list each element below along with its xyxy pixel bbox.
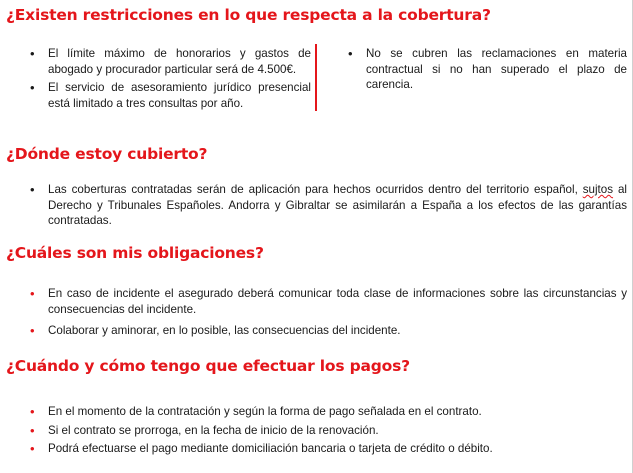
column-divider <box>315 44 317 111</box>
spelling-error-word: sujtos <box>582 183 614 196</box>
red-bullet-icon: • <box>30 286 35 301</box>
red-bullet-icon: • <box>30 323 35 338</box>
red-bullet-icon: • <box>30 404 35 419</box>
list-item <box>30 286 627 317</box>
heading-obligaciones: ¿Cuáles son mis obligaciones? <box>6 244 264 262</box>
red-bullet-icon: • <box>30 441 35 456</box>
list-item-text: Colaborar y aminorar, en lo posible, las consecuencias del incidente. <box>48 324 401 337</box>
list-item-text: Las coberturas contratadas serán de aplicación para hechos ocurridos dentro del territorio español, sujtos al Derecho y Tribunales Españoles. Andorra y Gibraltar se asimilarán a España a los efectos de las garantías contratadas. <box>48 183 627 227</box>
list-item <box>30 182 627 229</box>
heading-pagos: ¿Cuándo y cómo tengo que efectuar los pagos? <box>6 357 410 375</box>
heading-donde: ¿Dónde estoy cubierto? <box>6 145 208 163</box>
list-item-text: No se cubren las reclamaciones en materia contractual si no han superado el plazo de carencia. <box>366 47 627 91</box>
list-item-text: El servicio de asesoramiento jurídico presencial está limitado a tres consultas por año. <box>48 81 311 110</box>
list-item <box>30 323 627 339</box>
restricciones-right-list <box>348 46 627 93</box>
restricciones-left-list <box>30 46 311 111</box>
list-item <box>30 404 627 420</box>
heading-restricciones: ¿Existen restricciones en lo que respecta a la cobertura? <box>6 6 491 24</box>
bullet-icon: • <box>348 46 353 61</box>
list-item <box>348 46 627 93</box>
bullet-icon: • <box>30 46 35 61</box>
bullet-icon: • <box>30 182 35 197</box>
pagos-list <box>30 404 627 457</box>
list-item-text: Si el contrato se prorroga, en la fecha de inicio de la renovación. <box>48 423 379 437</box>
obligaciones-list <box>30 286 627 339</box>
donde-list <box>30 182 627 229</box>
list-item-text: Podrá efectuarse el pago mediante domiciliación bancaria o tarjeta de crédito o débito. <box>48 442 493 455</box>
list-item-text: El límite máximo de honorarios y gastos de abogado y procurador particular será de 4.500€. <box>48 47 311 76</box>
list-item-text: En el momento de la contratación y según la forma de pago señalada en el contrato. <box>48 405 482 418</box>
list-item <box>30 46 311 77</box>
list-item <box>30 80 311 111</box>
list-item <box>30 423 627 439</box>
red-bullet-icon: • <box>30 422 35 438</box>
list-item-text: En caso de incidente el asegurado deberá comunicar toda clase de informaciones sobre las circunstancias y consecuencias del incidente. <box>48 287 627 316</box>
list-item <box>30 441 627 457</box>
bullet-icon: • <box>30 80 35 95</box>
